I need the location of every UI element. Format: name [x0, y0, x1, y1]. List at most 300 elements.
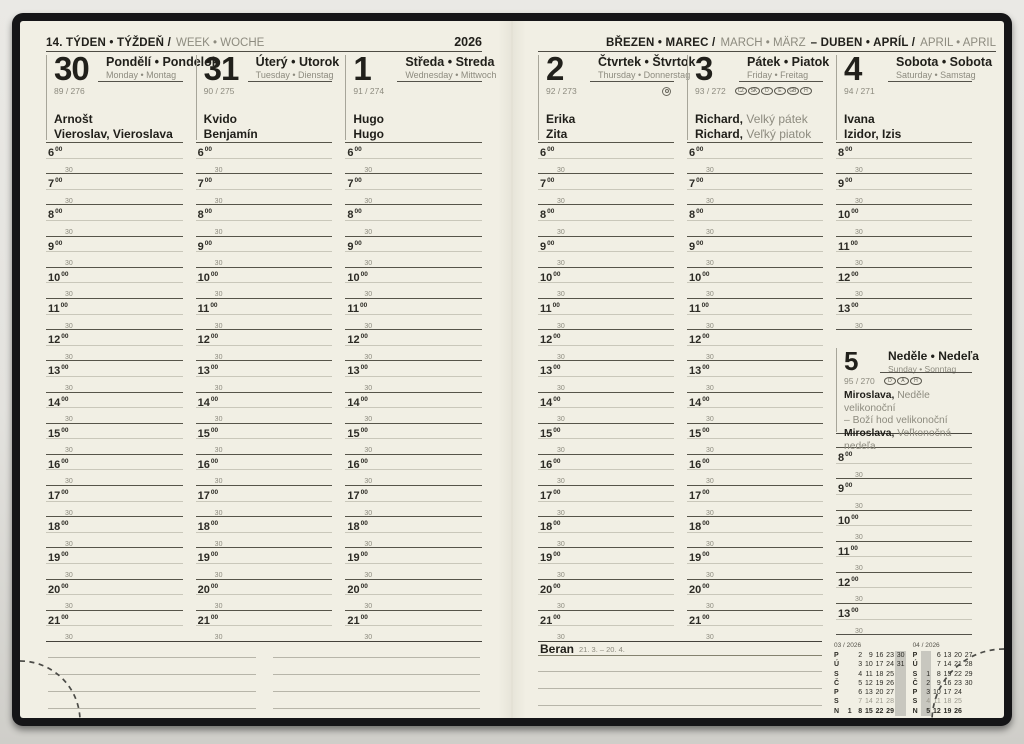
- hour-minutes-superscript: 00: [55, 208, 63, 216]
- name-day-bold: Benjamín: [203, 126, 258, 141]
- half-hour-label: 30: [214, 603, 223, 611]
- half-hour-row: [687, 594, 823, 610]
- hour-slot: [538, 485, 674, 516]
- hour-slot: [836, 267, 972, 298]
- half-hour-label: 30: [557, 260, 565, 268]
- hour-row: [196, 610, 333, 626]
- time-grid: [836, 447, 972, 635]
- hour-row: [687, 423, 823, 439]
- hour-slot: [687, 360, 823, 391]
- hour-number: 13: [540, 365, 553, 378]
- date-cell: 9: [868, 652, 873, 659]
- hour-slot: [345, 516, 482, 547]
- half-hour-row: [345, 594, 482, 610]
- half-hour-label: 30: [706, 634, 714, 642]
- weekday-label: N: [834, 707, 840, 715]
- date-cell: 1: [847, 707, 852, 715]
- half-hour-label: 30: [214, 291, 223, 299]
- name-day-bold: Izidor, Izis: [844, 126, 902, 141]
- zodiac-range: 21. 3. – 20. 4.: [579, 645, 625, 654]
- hour-row: [196, 298, 333, 314]
- half-hour-row: [196, 563, 333, 579]
- day-header-divider: [538, 55, 539, 140]
- hour-row: [46, 173, 183, 189]
- day-name-cz-sk: Čtvrtek • Štvrtok: [598, 55, 696, 69]
- hour-slot: [46, 329, 183, 360]
- half-hour-label: 30: [364, 197, 373, 205]
- half-hour-row: [345, 345, 482, 361]
- hour-minutes-superscript: 00: [360, 333, 368, 341]
- hour-number: 20: [689, 583, 702, 596]
- half-hour-label: 30: [706, 603, 714, 611]
- hour-number: 18: [197, 521, 210, 534]
- hour-label: [838, 483, 852, 495]
- hour-number: 15: [689, 427, 702, 440]
- half-hour-label: 30: [706, 291, 714, 299]
- name-day-names: [695, 112, 823, 141]
- half-hour-label: 30: [214, 166, 223, 174]
- hour-slot: [687, 485, 823, 516]
- half-hour-label: 30: [557, 447, 565, 455]
- day-name-en-de: Sunday • Sonntag: [888, 364, 957, 375]
- hour-minutes-superscript: 00: [851, 607, 859, 615]
- date-cell: [842, 688, 853, 697]
- hour-minutes-superscript: 00: [851, 208, 859, 216]
- hour-label: [540, 521, 560, 533]
- name-day-line: [844, 428, 972, 453]
- half-hour-label: 30: [65, 572, 73, 580]
- hour-label: [48, 459, 68, 471]
- hour-number: 19: [48, 552, 61, 565]
- hour-label: [48, 584, 68, 596]
- hour-row: [538, 236, 674, 252]
- date-cell: 18: [943, 698, 952, 706]
- day-name-en-de: Monday • Montag: [106, 70, 177, 80]
- day-titles: [405, 55, 497, 80]
- hour-minutes-superscript: 00: [210, 489, 219, 497]
- hour-slot: [196, 204, 333, 235]
- date-cell: 20: [954, 652, 962, 659]
- half-hour-label: 30: [557, 540, 565, 548]
- hour-minutes-superscript: 00: [553, 395, 561, 403]
- hour-number: 9: [838, 483, 845, 496]
- hour-label: [689, 272, 709, 284]
- day-name-cz-sk: Pondělí • Pondelok: [106, 55, 219, 69]
- half-hour-row: [687, 220, 823, 236]
- hour-row: [345, 516, 482, 532]
- left-page-header: [46, 27, 482, 52]
- hour-minutes-superscript: 00: [210, 333, 219, 341]
- hour-row: [46, 423, 183, 439]
- hour-label: [689, 334, 709, 346]
- half-hour-label: 30: [706, 197, 714, 205]
- half-hour-row: [345, 625, 482, 641]
- day-header-divider: [345, 55, 346, 140]
- half-hour-label: 30: [65, 228, 73, 236]
- hour-row: [538, 610, 674, 626]
- half-hour-label: 30: [855, 502, 863, 510]
- hour-row: [46, 142, 183, 158]
- hour-slot: [46, 579, 183, 610]
- hour-number: 9: [197, 240, 204, 253]
- hour-label: [48, 490, 68, 502]
- half-hour-label: 30: [364, 634, 373, 642]
- date-cell: 4: [858, 670, 863, 678]
- hour-number: 6: [347, 147, 354, 159]
- holiday-badge-icon: SK: [748, 87, 760, 96]
- day-name-en-de: Wednesday • Mittwoch: [405, 70, 497, 80]
- holiday-name-text: Veľký piatok: [743, 126, 812, 141]
- date-cell: 5: [858, 679, 863, 687]
- hour-number: 10: [838, 209, 851, 222]
- hour-label: [540, 334, 560, 346]
- half-hour-label: 30: [855, 166, 863, 174]
- corner-fold-mark-right: [928, 643, 1004, 718]
- name-day-bold: Miroslava,: [844, 390, 895, 402]
- hour-number: 8: [197, 209, 204, 222]
- hour-row: [345, 173, 482, 189]
- hour-number: 16: [689, 458, 702, 471]
- hour-row: [538, 204, 674, 220]
- half-hour-row: [538, 220, 674, 236]
- half-hour-row: [46, 314, 183, 330]
- hour-slot: [196, 610, 333, 641]
- half-hour-row: [538, 501, 674, 517]
- half-hour-row: [196, 532, 333, 548]
- hour-slot: [196, 142, 333, 173]
- half-hour-row: [46, 594, 183, 610]
- zodiac-row: [538, 642, 822, 656]
- hour-label: [198, 459, 218, 471]
- day-header-rule: [739, 81, 823, 82]
- date-cell: 15: [864, 707, 873, 715]
- hour-minutes-superscript: 00: [553, 270, 561, 278]
- hour-label: [347, 272, 367, 284]
- half-hour-label: 30: [364, 540, 373, 548]
- hour-slot: [538, 329, 674, 360]
- hour-label: [48, 272, 68, 284]
- hour-number: 13: [689, 365, 702, 378]
- time-grid: [687, 142, 823, 641]
- half-hour-label: 30: [855, 197, 863, 205]
- hour-slot: [46, 485, 183, 516]
- half-hour-row: [345, 376, 482, 392]
- hour-minutes-superscript: 00: [204, 208, 213, 216]
- hour-row: [345, 142, 482, 158]
- hour-row: [687, 360, 823, 376]
- hour-minutes-superscript: 00: [360, 520, 368, 528]
- hour-row: [196, 204, 333, 220]
- hour-slot: [687, 547, 823, 578]
- hour-number: 9: [838, 178, 845, 191]
- hour-row: [538, 173, 674, 189]
- mini-calendar-row: [834, 670, 906, 679]
- half-hour-label: 30: [364, 384, 373, 392]
- hour-number: 10: [48, 271, 61, 284]
- hour-label: [48, 428, 68, 440]
- hour-row: [345, 329, 482, 345]
- half-hour-row: [836, 158, 972, 174]
- hour-slot: [687, 392, 823, 423]
- hour-row: [46, 579, 183, 595]
- date-cell: 7: [936, 661, 941, 669]
- day-header-divider: [46, 55, 47, 140]
- day-header: [538, 50, 696, 142]
- half-hour-label: 30: [557, 478, 565, 486]
- hour-label: [838, 241, 858, 253]
- half-hour-row: [538, 314, 674, 330]
- hour-minutes-superscript: 00: [204, 177, 213, 185]
- hour-minutes-superscript: 00: [61, 270, 69, 278]
- hour-minutes-superscript: 00: [702, 489, 710, 497]
- half-hour-row: [836, 189, 972, 205]
- half-hour-row: [687, 563, 823, 579]
- hour-minutes-superscript: 00: [845, 146, 853, 153]
- hour-label: [198, 552, 218, 564]
- hour-row: [46, 516, 183, 532]
- date-cell: 12: [864, 679, 873, 687]
- right-page-header: [538, 27, 996, 52]
- hour-number: 10: [347, 271, 360, 284]
- date-cell: 19: [875, 679, 884, 687]
- half-hour-label: 30: [706, 353, 714, 361]
- hour-label: [48, 209, 62, 221]
- half-hour-row: [196, 625, 333, 641]
- notes-area: [46, 642, 482, 709]
- hour-row: [687, 610, 823, 626]
- half-hour-label: 30: [214, 509, 223, 517]
- hour-row: [46, 485, 183, 501]
- half-hour-row: [196, 594, 333, 610]
- half-hour-label: 30: [706, 447, 714, 455]
- half-hour-row: [538, 594, 674, 610]
- hour-label: [347, 584, 367, 596]
- hour-minutes-superscript: 00: [61, 457, 69, 465]
- date-cell: 1: [921, 670, 932, 679]
- hour-row: [836, 541, 972, 557]
- hour-row: [836, 204, 972, 220]
- hour-number: 20: [48, 583, 61, 596]
- half-hour-row: [345, 469, 482, 485]
- weekday-label: P: [834, 689, 839, 697]
- hour-minutes-superscript: 00: [210, 426, 219, 434]
- hour-slot: [538, 579, 674, 610]
- hour-minutes-superscript: 00: [702, 333, 710, 341]
- day-titles: [747, 55, 830, 80]
- hour-slot: [687, 516, 823, 547]
- day-ordinal-row: [54, 85, 180, 97]
- half-hour-label: 30: [557, 353, 565, 361]
- name-day-bold: Kvido: [203, 112, 238, 126]
- hour-number: 10: [689, 271, 702, 284]
- mini-calendar-row: [834, 688, 906, 697]
- date-cell: [895, 688, 906, 697]
- hour-label: [48, 241, 62, 253]
- date-cell: 23: [886, 652, 894, 659]
- day-name-en-de: Saturday • Samstag: [896, 70, 976, 80]
- date-cell: 4: [921, 697, 932, 706]
- hour-number: 21: [540, 614, 553, 627]
- hour-row: [345, 423, 482, 439]
- half-hour-row: [687, 532, 823, 548]
- hour-slot: [46, 360, 183, 391]
- hour-slot: [538, 298, 674, 329]
- day-header-rule: [590, 81, 674, 82]
- time-grid: [345, 142, 482, 641]
- hour-slot: [836, 478, 972, 509]
- hour-slot: [345, 423, 482, 454]
- half-hour-row: [196, 501, 333, 517]
- holiday-badge-icon: GB: [787, 87, 799, 96]
- half-hour-row: [687, 625, 823, 641]
- day-header-rule: [888, 81, 972, 82]
- hour-minutes-superscript: 00: [553, 489, 561, 497]
- hour-number: 21: [347, 614, 360, 627]
- hour-number: 13: [48, 365, 61, 378]
- hour-number: 16: [197, 458, 210, 471]
- hour-number: 12: [838, 271, 851, 284]
- hour-row: [538, 392, 674, 408]
- hour-label: [48, 178, 62, 190]
- hour-label: [198, 303, 218, 315]
- hour-number: 11: [838, 545, 850, 558]
- hour-minutes-superscript: 00: [61, 489, 69, 497]
- name-day-bold: Ivana: [844, 112, 875, 126]
- half-hour-label: 30: [65, 260, 73, 268]
- hour-slot: [538, 236, 674, 267]
- half-hour-label: 30: [65, 166, 73, 174]
- hour-row: [196, 392, 333, 408]
- half-hour-row: [687, 314, 823, 330]
- hour-minutes-superscript: 00: [553, 333, 561, 341]
- half-hour-row: [538, 407, 674, 423]
- hour-minutes-superscript: 00: [547, 208, 555, 216]
- day-column: [196, 50, 340, 642]
- half-hour-label: 30: [364, 509, 373, 517]
- half-hour-row: [196, 314, 333, 330]
- hour-slot: [687, 454, 823, 485]
- hour-label: [347, 428, 367, 440]
- hour-slot: [46, 392, 183, 423]
- weekday-label: P: [912, 689, 918, 697]
- year-label: 2026: [454, 35, 482, 49]
- hour-slot: [836, 142, 972, 173]
- hour-number: 7: [48, 178, 55, 191]
- hour-minutes-superscript: 00: [61, 582, 69, 590]
- hour-label: [347, 552, 367, 564]
- half-hour-row: [836, 556, 972, 572]
- hour-number: 13: [347, 365, 360, 378]
- half-hour-row: [345, 563, 482, 579]
- hour-minutes-superscript: 00: [850, 239, 858, 247]
- hour-label: [198, 334, 218, 346]
- name-day-line: [204, 112, 333, 127]
- date-cell: [842, 697, 853, 706]
- hour-minutes-superscript: 00: [354, 177, 362, 185]
- hour-row: [687, 267, 823, 283]
- hour-label: [347, 397, 367, 409]
- hour-label: [198, 584, 218, 596]
- hour-label: [540, 209, 554, 221]
- hour-slot: [687, 142, 823, 173]
- hour-minutes-superscript: 00: [360, 395, 368, 403]
- hour-row: [687, 579, 823, 595]
- day-ordinal-row: [844, 375, 969, 387]
- hour-slot: [196, 485, 333, 516]
- half-hour-row: [345, 532, 482, 548]
- hour-slot: [538, 142, 674, 173]
- time-grid: [46, 142, 183, 641]
- hour-number: 14: [48, 396, 61, 409]
- hour-slot: [345, 485, 482, 516]
- hour-minutes-superscript: 00: [210, 457, 219, 465]
- hour-slot: [687, 329, 823, 360]
- hour-slot: [196, 392, 333, 423]
- notes-rule-line: [538, 656, 822, 672]
- hour-number: 12: [197, 334, 210, 347]
- hour-number: 8: [48, 209, 55, 222]
- right-page: [538, 27, 996, 716]
- day-header-divider: [836, 55, 837, 140]
- hour-slot: [836, 298, 972, 329]
- hour-row: [836, 298, 972, 314]
- weekday-label: Ú: [912, 661, 918, 669]
- hour-row: [46, 360, 183, 376]
- half-hour-label: 30: [364, 322, 373, 330]
- half-hour-row: [538, 282, 674, 298]
- date-cell: 22: [875, 707, 884, 715]
- name-day-bold: Erika: [546, 112, 576, 126]
- hour-minutes-superscript: 00: [547, 177, 555, 185]
- half-hour-label: 30: [214, 572, 223, 580]
- half-hour-row: [687, 345, 823, 361]
- hour-label: [48, 397, 68, 409]
- date-cell: 27: [964, 652, 973, 659]
- hour-label: [689, 521, 709, 533]
- half-hour-row: [687, 469, 823, 485]
- hour-minutes-superscript: 00: [702, 613, 710, 621]
- hour-label: [198, 490, 218, 502]
- date-cell: 12: [932, 707, 941, 715]
- hour-slot: [196, 454, 333, 485]
- hour-minutes-superscript: 00: [360, 582, 368, 590]
- hour-minutes-superscript: 00: [210, 364, 219, 372]
- half-hour-label: 30: [214, 197, 223, 205]
- hour-number: 17: [197, 490, 210, 503]
- hour-row: [196, 547, 333, 563]
- half-hour-row: [687, 376, 823, 392]
- hour-number: 12: [347, 334, 360, 347]
- hour-minutes-superscript: 00: [360, 551, 368, 559]
- hour-number: 16: [48, 458, 61, 471]
- notes-rule-line: [273, 642, 481, 658]
- half-hour-row: [687, 251, 823, 267]
- half-hour-label: 30: [364, 572, 373, 580]
- hour-slot: [46, 610, 183, 641]
- half-hour-row: [538, 189, 674, 205]
- half-hour-label: 30: [706, 478, 714, 486]
- half-hour-label: 30: [855, 291, 863, 299]
- date-cell: 19: [943, 707, 952, 715]
- half-hour-label: 30: [364, 447, 373, 455]
- half-hour-row: [538, 532, 674, 548]
- name-day-names: [844, 112, 972, 141]
- hour-label: [838, 577, 858, 589]
- hour-minutes-superscript: 00: [61, 520, 69, 528]
- half-hour-label: 30: [557, 291, 565, 299]
- hour-minutes-superscript: 00: [55, 177, 63, 185]
- day-header-rule: [397, 81, 482, 82]
